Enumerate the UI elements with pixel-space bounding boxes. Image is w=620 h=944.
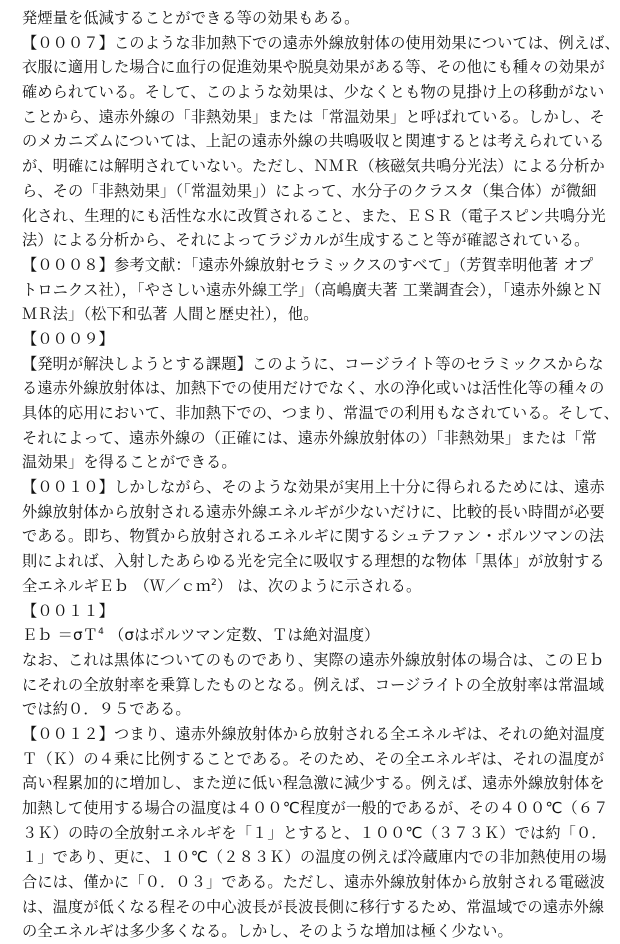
formula-line [22, 623, 604, 648]
text-line: Ｔ（Ｋ）の４乗に比例することである。そのため、その全エネルギは、それの温度が [22, 749, 605, 768]
text-line: である。即ち、物質から放射されるエネルギに関するシュテファン・ボルツマンの法 [22, 527, 605, 546]
text-line: 衣服に適用した場合に血行の促進効果や脱臭効果がある等、その他にも種々の効果が [22, 58, 605, 77]
text-line: ことから、遠赤外線の「非熱効果」または「常温効果」と呼ばれている。しかし、そ [22, 107, 605, 126]
text-line: 化され、生理的にも活性な水に改質されること、また、ＥＳＲ（電子スピン共鳴分光 [22, 206, 606, 225]
text-line: 則によれば、入射したあらゆる光を完全に吸収する理想的な物体「黒体」が放射する [22, 552, 605, 571]
text-line: トロニクス社），「やさしい遠赤外線工学」（高嶋廣夫著 工業調査会），「遠赤外線とＮ [22, 280, 603, 299]
paragraph-0010-line: 【００１０】しかしながら、そのような効果が実用上十分に得られるためには、遠赤 [22, 478, 605, 497]
text-line: にそれの全放射率を乗算したものとなる。例えば、コージライトの全放射率は常温域 [22, 675, 605, 694]
text-line: 発煙量を低減することができる等の効果もある。 [22, 9, 360, 27]
text-line: 外線放射体から放射される遠赤外線エネルギが少ないだけに、比較的長い時間が必要 [22, 502, 605, 521]
text-line: なお、これは黒体についてのものであり、実際の遠赤外線放射体の場合は、このＥｂ [22, 650, 605, 669]
text-line: それによって、遠赤外線の（正確には、遠赤外線放射体の）「非熱効果」または「常 [22, 428, 597, 447]
formula-text-before: Ｅｂ ＝σＴ [22, 626, 99, 645]
text-line: 具体的応用において、非加熱下での、つまり、常温での利用もなされている。そして、 [22, 404, 619, 422]
eb-text-before: 全エネルギＥｂ （Ｗ／ｃｍ [22, 576, 212, 595]
text-line: では約０．９５である。 [22, 700, 191, 719]
text-line: 高い程累加的に増加し、また逆に低い程急激に減少する。例えば、遠赤外線放射体を [22, 774, 605, 793]
text-line: ら、その「非熱効果」（「常温効果」）によって、水分子のクラスタ（集合体）が微細 [22, 181, 597, 200]
paragraph-0007-line: 【０００７】このような非加熱下での遠赤外線放射体の使用効果については、例えば、 [22, 33, 620, 52]
paragraph-0009-heading: 【０００９】 [22, 329, 115, 348]
text-line: 合には、僅かに「０．０３」である。ただし、遠赤外線放射体から放射される電磁波 [22, 873, 605, 892]
text-line: る遠赤外線放射体は、加熱下での使用だけでなく、水の浄化或いは活性化等の種々の [22, 379, 605, 398]
text-line: の全エネルギは多少多くなる。しかし、そのような増加は極く少ない。 [22, 922, 513, 941]
text-line: ＭＲ法」（松下和弘著 人間と歴史社），他。 [22, 305, 319, 324]
formula-text-after: （σはボルツマン定数、Ｔは絶対温度） [104, 626, 380, 645]
text-line: 【発明が解決しようとする課題】このように、コージライト等のセラミックスからな [22, 354, 604, 373]
text-line: が、明確には解明されていない。ただし、ＮＭＲ（核磁気共鳴分光法）による分析か [22, 157, 605, 176]
text-line: ３Ｋ）の時の全放射エネルギを「１」とすると、１００℃（３７３Ｋ）では約「０． [22, 823, 607, 842]
eb-superscript: 2 [211, 577, 217, 588]
paragraph-0008-line: 【０００８】参考文献：「遠赤外線放射セラミックスのすべて」（芳賀幸明他著 オプ [22, 255, 594, 274]
text-line: のメカニズムについては、上記の遠赤外線の共鳴吸収と関連するとは考えられている [22, 132, 605, 151]
text-line: １」であり、更に、１０℃（２８３Ｋ）の温度の例えば冷蔵庫内での非加熱使用の場 [22, 848, 607, 867]
text-line: 温効果」を得ることができる。 [22, 453, 237, 472]
paragraph-0012-line: 【００１２】つまり、遠赤外線放射体から放射される全エネルギは、それの絶対温度 [22, 724, 605, 743]
text-line: 加熱して使用する場合の温度は４００℃程度が一般的であるが、その４００℃（６７ [22, 799, 609, 817]
text-line: は、温度が低くなる程その中心波長が長波長側に移行するため、常温域での遠赤外線 [22, 897, 605, 916]
text-line: 法）による分析から、それによってラジカルが生成すること等が確認されている。 [22, 231, 590, 250]
paragraph-0011-heading: 【００１１】 [22, 601, 115, 620]
text-line: 確められている。そして、このような効果は、少なくとも物の見掛け上の移動がない [22, 83, 605, 102]
eb-text-after: ） は、次のように示される。 [216, 576, 422, 595]
eb-line [22, 574, 604, 599]
formula-superscript: 4 [98, 627, 104, 638]
